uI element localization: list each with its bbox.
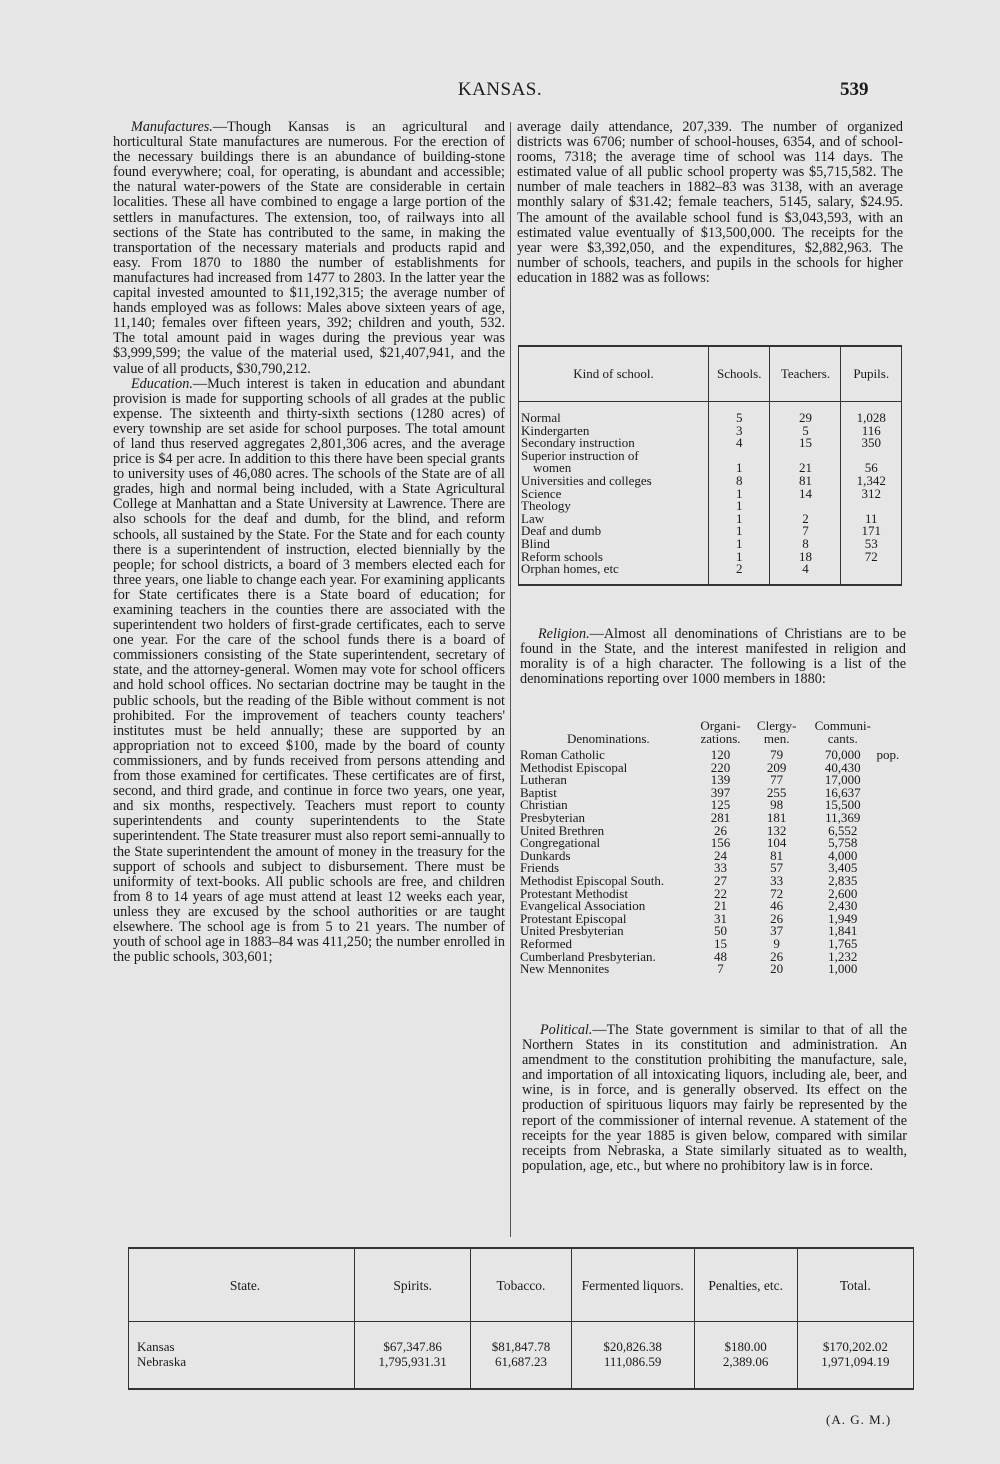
receipts-table: [128, 1247, 914, 1390]
left-column: [113, 120, 505, 965]
school-schools-cell: 8: [709, 475, 770, 488]
col-clergymen: Clergy- men.: [756, 718, 797, 746]
tobacco-cell: 61,687.23: [471, 1354, 571, 1389]
clergymen-cell: 20: [770, 961, 784, 977]
school-kind-label: Science: [521, 485, 562, 501]
organizations-cell: 22: [714, 885, 727, 901]
school-teachers-cell: 21: [770, 462, 841, 475]
note-cell: [876, 774, 908, 787]
clergymen-cell: 132: [766, 822, 787, 838]
school-pupils-cell: 53: [841, 538, 902, 551]
right-column: [517, 120, 903, 286]
denomination-name-cell: Protestant Methodist: [520, 885, 628, 901]
denominations-table: [520, 718, 908, 976]
note-cell: [876, 888, 908, 901]
school-pupils-cell: 11: [841, 513, 902, 526]
school-pupils-cell: 1,342: [841, 475, 902, 488]
school-schools-cell: 5: [709, 402, 770, 425]
school-kind-label: Universities and colleges: [521, 472, 652, 488]
organizations-cell: 24: [714, 847, 727, 863]
political-heading: Political.: [540, 1022, 593, 1038]
clergymen-cell: 33: [770, 872, 784, 888]
denomination-name-cell: Presbyterian: [520, 809, 585, 825]
col-total: Total.: [797, 1248, 913, 1322]
organizations-cell: 33: [714, 860, 727, 876]
col-spirits: Spirits.: [355, 1248, 471, 1322]
table-row: [519, 488, 902, 501]
communicants-cell: 1,765: [828, 935, 858, 951]
school-pupils-cell: 56: [841, 462, 902, 475]
communicants-cell: 1,232: [828, 948, 858, 964]
manufactures-text: —Though Kansas is an agricultural and horticultural State manufactures are numerous. For the erection of the necessary buildings there is an abundance of building-stone found everywhere; coal, for operating, is abundant and accessible; the natural water-powers of the State are considerable in certain localities. These all have combined to engage a large portion of the settlers in manufactures. The extension, too, of railways into all sections of the State has contributed to the same, in making the transportation of the necessary materials and products rapid and easy. From 1870 to 1880 the number of establishments for manufactures had increased from 1477 to 2803. In the latter year the capital invested amounted to $11,192,315; the average number of hands employed was as follows: Males above sixteen years of age, 11,140; females over fifteen years, 392; children and youth, 532. The total amount paid in wages during the previous year was $3,999,599; the value of the material used, $21,407,941, and the value of all products, $30,790,212.: [113, 119, 505, 377]
table-row: [520, 963, 908, 976]
table-row: [519, 402, 902, 425]
school-schools-cell: 1: [709, 538, 770, 551]
school-kind-label: Blind: [521, 535, 550, 551]
clergymen-cell: 209: [766, 759, 787, 775]
note-cell: [876, 862, 908, 875]
political-section: [522, 1023, 907, 1174]
col-teachers: Teachers.: [770, 346, 841, 402]
school-teachers-cell: 7: [770, 525, 841, 538]
school-schools-cell: 3: [709, 425, 770, 438]
total-cell: $170,202.02: [797, 1322, 913, 1355]
school-teachers-cell: 15: [770, 437, 841, 450]
religion-heading: Religion.: [538, 626, 590, 642]
receipts-header-row: [129, 1248, 914, 1322]
denominations-table-body: [520, 749, 908, 976]
table-row: [519, 563, 902, 585]
school-pupils-cell: 171: [841, 525, 902, 538]
author-signature: (A. G. M.): [826, 1412, 892, 1427]
school-kind-label: Orphan homes, etc: [521, 561, 619, 577]
school-schools-cell: 4: [709, 437, 770, 450]
note-cell: [876, 762, 908, 775]
school-kind-label: Kindergarten: [521, 422, 590, 438]
clergymen-cell: 46: [770, 898, 784, 914]
clergymen-cell: 9: [773, 935, 780, 951]
column-divider: [510, 122, 511, 1237]
schools-header-row: [519, 346, 902, 402]
clergymen-cell: 81: [770, 847, 784, 863]
penalties-cell: $180.00: [694, 1322, 797, 1355]
state-cell: Kansas: [137, 1339, 175, 1354]
denomination-name-cell: Baptist: [520, 784, 557, 800]
denomination-name-cell: Roman Catholic: [520, 747, 605, 762]
table-row: [129, 1354, 914, 1389]
political-paragraph: [522, 1023, 907, 1174]
organizations-cell: 31: [714, 910, 727, 926]
communicants-cell: 17,000: [824, 772, 861, 788]
clergymen-cell: 104: [766, 835, 787, 851]
education-heading: Education.: [131, 375, 193, 392]
denomination-name-cell: Christian: [520, 797, 568, 813]
clergymen-cell: 57: [770, 860, 784, 876]
clergymen-cell: 181: [766, 809, 787, 825]
spirits-cell: 1,795,931.31: [355, 1354, 471, 1389]
penalties-cell: 2,389.06: [694, 1354, 797, 1389]
school-kind-label: women: [533, 460, 572, 476]
clergymen-cell: 72: [770, 885, 784, 901]
total-cell: 1,971,094.19: [797, 1354, 913, 1389]
school-kind-cell: [519, 563, 709, 585]
note-cell: [876, 875, 908, 888]
col-penalties: Penalties, etc.: [694, 1248, 797, 1322]
note-cell: [876, 925, 908, 938]
table-row: [519, 525, 902, 538]
denomination-name-cell: Friends: [520, 860, 559, 876]
col-communicants: Communi- cants.: [814, 718, 871, 746]
denomination-name-cell: Methodist Episcopal South.: [520, 872, 665, 888]
religion-paragraph: [520, 627, 906, 687]
denomination-name-cell: Dunkards: [520, 847, 571, 863]
denomination-name-cell: Methodist Episcopal: [520, 759, 628, 775]
organizations-cell: 281: [710, 809, 731, 825]
school-schools-cell: 2: [709, 563, 770, 585]
clergymen-cell: 26: [770, 948, 784, 964]
note-cell: [876, 913, 908, 926]
clergymen-cell: 77: [770, 772, 784, 788]
school-teachers-cell: 14: [770, 488, 841, 501]
school-teachers-cell: 18: [770, 551, 841, 564]
organizations-cell: 27: [714, 872, 727, 888]
school-pupils-cell: 116: [841, 425, 902, 438]
denomination-name-cell: Protestant Episcopal: [520, 910, 627, 926]
school-schools-cell: 1: [709, 525, 770, 538]
communicants-cell: 16,637: [824, 784, 861, 800]
school-teachers-cell: 2: [770, 513, 841, 526]
school-pupils-cell: 72: [841, 551, 902, 564]
table-row: [129, 1322, 914, 1355]
receipts-table-body: [129, 1322, 914, 1390]
communicants-cell: 6,552: [828, 822, 858, 838]
note-cell: [876, 799, 908, 812]
communicants-cell: 11,369: [825, 809, 861, 825]
organizations-cell: 21: [714, 898, 727, 914]
clergymen-cell: 37: [770, 923, 784, 939]
communicants-cell: 15,500: [824, 797, 861, 813]
communicants-cell: 1,949: [828, 910, 858, 926]
col-schools: Schools.: [709, 346, 770, 402]
running-title: KANSAS.: [457, 79, 543, 100]
note-cell: [876, 951, 908, 964]
school-teachers-cell: 4: [770, 563, 841, 585]
organizations-cell: 50: [714, 923, 727, 939]
manufactures-paragraph: [113, 120, 505, 377]
school-kind-label: Law: [521, 510, 545, 526]
political-text: —The State government is similar to that of all the Northern States in its constitution and administration. An amendment to the constitution prohibiting the manufacture, sale, and importation of all intoxicating liquors, including ale, beer, and wine, is in force, and is generally observed. Its effect on the production of spirituous liquors may fairly be represented by the report of the commissioner of internal revenue. A statement of the receipts for the year 1885 is given below, compared with similar receipts from Nebraska, a State similarly situated as to wealth, population, age, etc., but where no prohibitory law is in force.: [522, 1022, 907, 1174]
school-teachers-cell: 29: [770, 402, 841, 425]
organizations-cell: 48: [714, 948, 727, 964]
note-cell: [876, 963, 908, 976]
note-cell: [876, 850, 908, 863]
school-schools-cell: 1: [709, 551, 770, 564]
school-pupils-cell: 1,028: [841, 402, 902, 425]
organizations-cell: 120: [710, 747, 731, 762]
organizations-cell: 156: [710, 835, 731, 851]
education-continued: average daily attendance, 207,339. The number of organized districts was 6706; number of school-houses, 6354, and of school-rooms, 7318; the average time of school was 114 days. The estimated value of all public school property was $5,715,582. The number of male teachers in 1882–83 was 3138, with an average monthly salary of $31.42; female teachers, 5145, salary, $24.95. The amount of the available school fund is $3,043,593, with an estimated value eventually of $13,500,000. The receipts for the year were $3,392,050, and the expenditures, $2,882,963. The number of schools, teachers, and pupils in the schools for higher education in 1882 was as follows:: [517, 119, 903, 286]
spirits-cell: $67,347.86: [355, 1322, 471, 1355]
school-teachers-cell: 5: [770, 425, 841, 438]
note-cell: pop.: [876, 747, 900, 762]
education-paragraph: [113, 377, 505, 966]
note-cell: [876, 837, 908, 850]
page-number: 539: [840, 79, 869, 100]
organizations-cell: 220: [710, 759, 731, 775]
school-schools-cell: 1: [709, 488, 770, 501]
denomination-name-cell: United Presbyterian: [520, 923, 624, 939]
communicants-cell: 1,000: [828, 961, 858, 977]
denomination-name-cell: Cumberland Presbyterian.: [520, 948, 656, 964]
tobacco-cell: $81,847.78: [471, 1322, 571, 1355]
school-schools-cell: 1: [709, 513, 770, 526]
school-kind-cell: [519, 402, 709, 425]
schools-table: [518, 345, 902, 586]
col-organizations: Organi- zations.: [700, 718, 741, 746]
communicants-cell: 2,600: [828, 885, 858, 901]
communicants-cell: 1,841: [828, 923, 858, 939]
religion-section: [520, 627, 906, 687]
denomination-name-cell: Lutheran: [520, 772, 567, 788]
col-pupils: Pupils.: [841, 346, 902, 402]
school-kind-label: Deaf and dumb: [521, 523, 602, 539]
table-row: [519, 475, 902, 488]
clergymen-cell: 255: [766, 784, 787, 800]
denominations-header-row: [520, 718, 908, 749]
clergymen-cell: 98: [770, 797, 784, 813]
table-row: [519, 500, 902, 513]
school-kind-label: Superior instruction of: [521, 447, 639, 463]
organizations-cell: 15: [714, 935, 727, 951]
school-pupils-cell: 350: [841, 437, 902, 450]
school-teachers-cell: 8: [770, 538, 841, 551]
organizations-cell: 139: [710, 772, 731, 788]
col-tobacco: Tobacco.: [471, 1248, 571, 1322]
school-teachers-cell: 81: [770, 475, 841, 488]
clergymen-cell: 79: [770, 747, 784, 762]
denomination-name-cell: Evangelical Association: [520, 898, 646, 914]
col-kind-of-school: Kind of school.: [519, 346, 709, 402]
state-cell: Nebraska: [137, 1354, 187, 1369]
fermented-cell: 111,086.59: [571, 1354, 694, 1389]
school-schools-cell: 1: [709, 500, 770, 513]
clergymen-cell: 26: [770, 910, 784, 926]
education-text: —Much interest is taken in education and abundant provision is made for supporting schools of all grades at the public expense. The sixteenth and thirty-sixth sections (1280 acres) of every township are set aside for school purposes. The total amount of land thus reserved aggregates 2,801,306 acres, and the average price is $4 per acre. In addition to this there have been special grants to university uses of 46,080 acres. The schools of the State are of all grades, high and normal being included, with a State Agricultural College at Manhattan and a State University at Lawrence. There are also schools for the deaf and dumb, for the blind, and reform schools, all sustained by the State. For the State and for each county there is a superintendent of instruction, elected biennially by the people; for school districts, a board of 3 members elected each for three years, one liable to change each year. For examining applicants for State certificates there is a State board of education; for examining teachers in the counties there are associated with the superintendent two holders of first-grade certificates, each to serve one year. For the care of the school funds there is a board of commissioners consisting of the State superintendent, secretary of state, and the attorney-general. Women may vote for school officers and hold school offices. No sectarian doctrine may be taught in the public schools, but the reading of the Bible without comment is not prohibited. For the improvement of teachers county teachers' institutes must be held annually; these are supported by an appropriation not to exceed $100, made by the board of county commissioners, and by funds received from persons attending and from those examined for certificates. These certificates are of first, second, and third grade, and continue in force two years, one year, and six months, respectively. Teachers must report to county superintendents and county superintendents to the State superintendent. The State treasurer must also report semi-annually to the State superintendent the amount of money in the treasury for the support of schools and subject to disbursement. There must be uniformity of text-books. All public schools are free, and children from 8 to 14 years of age must attend at least 12 weeks each year, unless they are excused by the school authorities or are taught elsewhere. The school age is from 5 to 21 years. The number of youth of school age in 1883–84 was 411,250; the number enrolled in the public schools, 303,601;: [113, 375, 505, 966]
communicants-cell: 2,835: [828, 872, 858, 888]
col-fermented-liquors: Fermented liquors.: [571, 1248, 694, 1322]
organizations-cell: 397: [710, 784, 731, 800]
communicants-cell: 2,430: [828, 898, 858, 914]
denomination-name-cell: Reformed: [520, 935, 572, 951]
denomination-name-cell: United Brethren: [520, 822, 605, 838]
communicants-cell: 40,430: [824, 759, 861, 775]
organizations-cell: 7: [717, 961, 724, 977]
table-row: [519, 450, 902, 463]
denomination-name-cell: Congregational: [520, 835, 601, 851]
school-kind-label: Reform schools: [521, 548, 603, 564]
school-kind-cell: [519, 500, 709, 513]
denomination-name-cell: New Mennonites: [520, 961, 610, 977]
communicants-cell: 3,405: [828, 860, 858, 876]
religion-text: —Almost all denominations of Christians are to be found in the State, and the interest manifested in religion and morality is of a high character. The following is a list of the denominations reporting over 1000 members in 1880:: [520, 626, 906, 688]
communicants-cell: 70,000: [824, 747, 861, 762]
communicants-cell: 4,000: [828, 847, 858, 863]
communicants-cell: 5,758: [828, 835, 858, 851]
note-cell: [876, 812, 908, 825]
schools-table-body: [519, 402, 902, 585]
fermented-cell: $20,826.38: [571, 1322, 694, 1355]
note-cell: [876, 938, 908, 951]
note-cell: [876, 787, 908, 800]
col-denominations: Denominations.: [566, 731, 650, 746]
school-pupils-cell: [841, 563, 902, 585]
note-cell: [876, 825, 908, 838]
note-cell: [876, 900, 908, 913]
organizations-cell: 125: [710, 797, 731, 813]
organizations-cell: 26: [714, 822, 727, 838]
school-kind-label: Theology: [521, 498, 571, 514]
school-pupils-cell: 312: [841, 488, 902, 501]
school-schools-cell: 1: [709, 462, 770, 475]
col-state: State.: [129, 1248, 355, 1322]
school-kind-label: Normal: [521, 410, 561, 425]
school-kind-label: Secondary instruction: [521, 435, 635, 451]
manufactures-heading: Manufactures.: [131, 119, 213, 135]
